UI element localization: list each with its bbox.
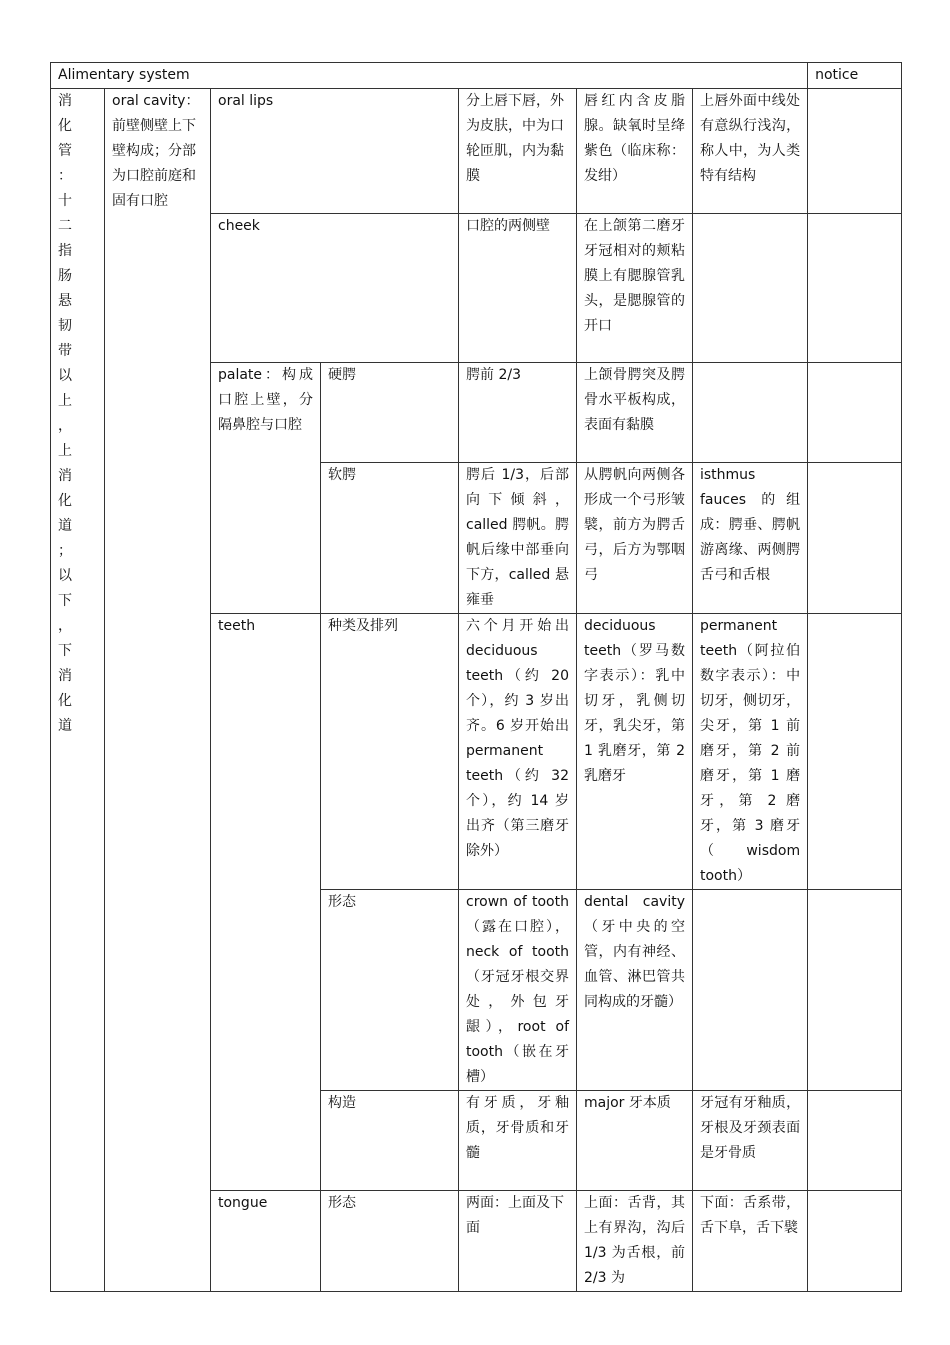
cell: permanent teeth（阿拉伯数字表示）：中切牙，侧切牙，尖牙，第 1 前磨牙，第 2 前磨牙，第 1 磨牙，第 2 磨牙，第 3 磨牙（wisdom tooth） xyxy=(693,614,808,890)
table-row xyxy=(51,89,902,214)
cell: 下面：舌系带，舌下阜，舌下襞 xyxy=(693,1191,808,1292)
header-row xyxy=(51,63,902,89)
cell: 两面：上面及下面 xyxy=(459,1191,577,1292)
notice-cell xyxy=(808,214,902,363)
notice-cell xyxy=(808,890,902,1091)
notice-cell xyxy=(808,463,902,614)
cell: 有牙质，牙釉质，牙骨质和牙髓 xyxy=(459,1091,577,1191)
table-title: Alimentary system xyxy=(51,63,808,89)
soft-palate-label: 软腭 xyxy=(321,463,459,614)
notice-cell xyxy=(808,1191,902,1292)
oral-lips-label: oral lips xyxy=(211,89,459,214)
alimentary-system-table xyxy=(50,62,902,1292)
cell: 牙冠有牙釉质，牙根及牙颈表面是牙骨质 xyxy=(693,1091,808,1191)
oral-cavity-cell: oral cavity：前壁侧壁上下壁构成；分部为口腔前庭和固有口腔 xyxy=(105,89,211,1292)
hard-palate-label: 硬腭 xyxy=(321,363,459,463)
cell: 腭后 1/3，后部向下倾斜，called 腭帆。腭帆后缘中部垂向下方，called 悬雍垂 xyxy=(459,463,577,614)
cell: 在上颌第二磨牙牙冠相对的颊粘膜上有腮腺管乳头，是腮腺管的开口 xyxy=(577,214,693,363)
palate-label: palate：构成口腔上壁，分隔鼻腔与口腔 xyxy=(211,363,321,614)
teeth-label: teeth xyxy=(211,614,321,1191)
cell xyxy=(693,214,808,363)
cell: 上颌骨腭突及腭骨水平板构成，表面有黏膜 xyxy=(577,363,693,463)
notice-cell xyxy=(808,89,902,214)
cell: isthmus fauces 的组成：腭垂、腭帆游离缘、两侧腭舌弓和舌根 xyxy=(693,463,808,614)
cell: 上面：舌背，其上有界沟，沟后 1/3 为舌根，前 2/3 为 xyxy=(577,1191,693,1292)
cell: 口腔的两侧壁 xyxy=(459,214,577,363)
cell: dental cavity（牙中央的空管，内有神经、血管、淋巴管共同构成的牙髓） xyxy=(577,890,693,1091)
cell: 唇红内含皮脂腺。缺氧时呈绛紫色（临床称：发绀） xyxy=(577,89,693,214)
cheek-label: cheek xyxy=(211,214,459,363)
cell: 六个月开始出 deciduous teeth（约 20 个），约 3 岁出齐。6 岁开始出 permanent teeth（约 32 个），约 14 岁出齐（第三磨牙除外） xyxy=(459,614,577,890)
teeth-kinds-label: 种类及排列 xyxy=(321,614,459,890)
cell xyxy=(693,363,808,463)
teeth-structure-label: 构造 xyxy=(321,1091,459,1191)
tongue-shape-label: 形态 xyxy=(321,1191,459,1292)
notice-cell xyxy=(808,363,902,463)
cell: 分上唇下唇，外为皮肤，中为口轮匝肌，内为黏膜 xyxy=(459,89,577,214)
notice-cell xyxy=(808,1091,902,1191)
notice-header: notice xyxy=(808,63,902,89)
notice-cell xyxy=(808,614,902,890)
cell: crown of tooth（露在口腔），neck of tooth（牙冠牙根交界处，外包牙龈），root of tooth（嵌在牙槽） xyxy=(459,890,577,1091)
tongue-label: tongue xyxy=(211,1191,321,1292)
cell: 上唇外面中线处有意纵行浅沟，称人中，为人类特有结构 xyxy=(693,89,808,214)
cell: major 牙本质 xyxy=(577,1091,693,1191)
teeth-shape-label: 形态 xyxy=(321,890,459,1091)
cell: 从腭帆向两侧各形成一个弓形皱襞，前方为腭舌弓，后方为鄂咽弓 xyxy=(577,463,693,614)
cell: deciduous teeth（罗马数字表示）：乳中切牙，乳侧切牙，乳尖牙，第 1 乳磨牙，第 2 乳磨牙 xyxy=(577,614,693,890)
cell xyxy=(693,890,808,1091)
cell: 腭前 2/3 xyxy=(459,363,577,463)
digestive-tract-cell: 消化管：十二指肠悬韧带以上，上消化道；以下，下消化道 xyxy=(51,89,105,1292)
